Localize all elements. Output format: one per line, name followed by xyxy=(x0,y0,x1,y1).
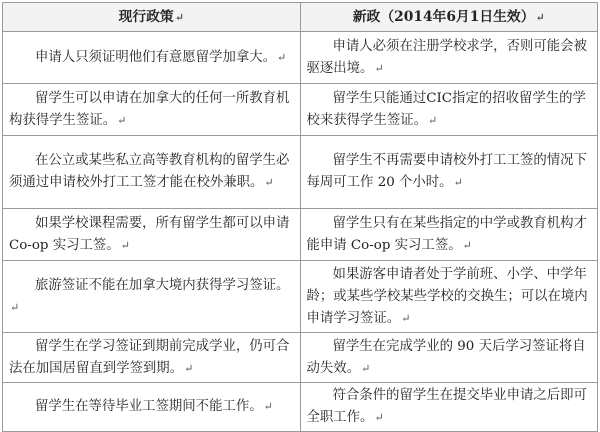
paragraph-mark-icon: ↵ xyxy=(462,238,472,252)
paragraph-mark-icon: ↵ xyxy=(120,238,130,252)
table-row xyxy=(3,32,598,84)
new-policy-cell: 留学生不再需要申请校外打工工签的情况下每周可工作 20 个小时。↵ xyxy=(300,136,598,209)
table-row xyxy=(3,333,598,383)
paragraph-mark-icon: ↵ xyxy=(453,176,463,189)
current-policy-cell: 在公立或某些私立高等教育机构的留学生必须通过申请校外打工工签才能在校外兼职。↵ xyxy=(3,136,301,209)
paragraph-mark-icon: ↵ xyxy=(361,361,371,375)
paragraph-mark-icon: ↵ xyxy=(264,176,274,189)
paragraph-mark-icon: ↵ xyxy=(10,300,20,314)
policy-comparison-table xyxy=(2,2,598,432)
table-row xyxy=(3,383,598,432)
table-row xyxy=(3,209,598,261)
current-policy-cell: 申请人只须证明他们有意愿留学加拿大。↵ xyxy=(3,32,301,84)
current-policy-cell: 旅游签证不能在加拿大境内获得学习签证。↵ xyxy=(3,261,301,333)
paragraph-mark-icon: ↵ xyxy=(117,113,127,127)
table-row xyxy=(3,261,598,333)
paragraph-mark-icon: ↵ xyxy=(174,10,184,24)
paragraph-mark-icon: ↵ xyxy=(374,61,384,75)
paragraph-mark-icon: ↵ xyxy=(535,10,545,24)
current-policy-header: 现行政策↵ xyxy=(3,3,301,32)
new-policy-header: 新政（2014年6月1日生效）↵ xyxy=(300,3,598,32)
paragraph-mark-icon: ↵ xyxy=(184,361,194,375)
current-policy-cell: 留学生在等待毕业工签期间不能工作。↵ xyxy=(3,383,301,432)
new-policy-cell: 申请人必须在注册学校求学，否则可能会被驱逐出境。↵ xyxy=(300,32,598,84)
table-row xyxy=(3,136,598,209)
new-policy-cell: 留学生只有在某些指定的中学或教育机构才能申请 Co-op 实习工签。↵ xyxy=(300,209,598,261)
paragraph-mark-icon: ↵ xyxy=(428,113,438,127)
new-policy-cell: 留学生只能通过CIC指定的招收留学生的学校来获得学生签证。↵ xyxy=(300,84,598,136)
current-policy-cell: 留学生可以申请在加拿大的任何一所教育机构获得学生签证。↵ xyxy=(3,84,301,136)
current-policy-cell: 留学生在学习签证到期前完成学业，仍可合法在加国居留直到学签到期。↵ xyxy=(3,333,301,383)
current-policy-cell: 如果学校课程需要，所有留学生都可以申请 Co-op 实习工签。↵ xyxy=(3,209,301,261)
new-policy-cell: 留学生在完成学业的 90 天后学习签证将自动失效。↵ xyxy=(300,333,598,383)
new-policy-cell: 如果游客申请者处于学前班、小学、中学年龄；或某些学校某些学校的交换生；可以在境内申请学习签证。↵ xyxy=(300,261,598,333)
paragraph-mark-icon: ↵ xyxy=(263,400,273,413)
paragraph-mark-icon: ↵ xyxy=(374,411,384,424)
table-row xyxy=(3,84,598,136)
paragraph-mark-icon: ↵ xyxy=(277,50,287,64)
paragraph-mark-icon: ↵ xyxy=(401,311,411,325)
new-policy-cell: 符合条件的留学生在提交毕业申请之后即可全职工作。↵ xyxy=(300,383,598,432)
table-header-row xyxy=(3,3,598,32)
